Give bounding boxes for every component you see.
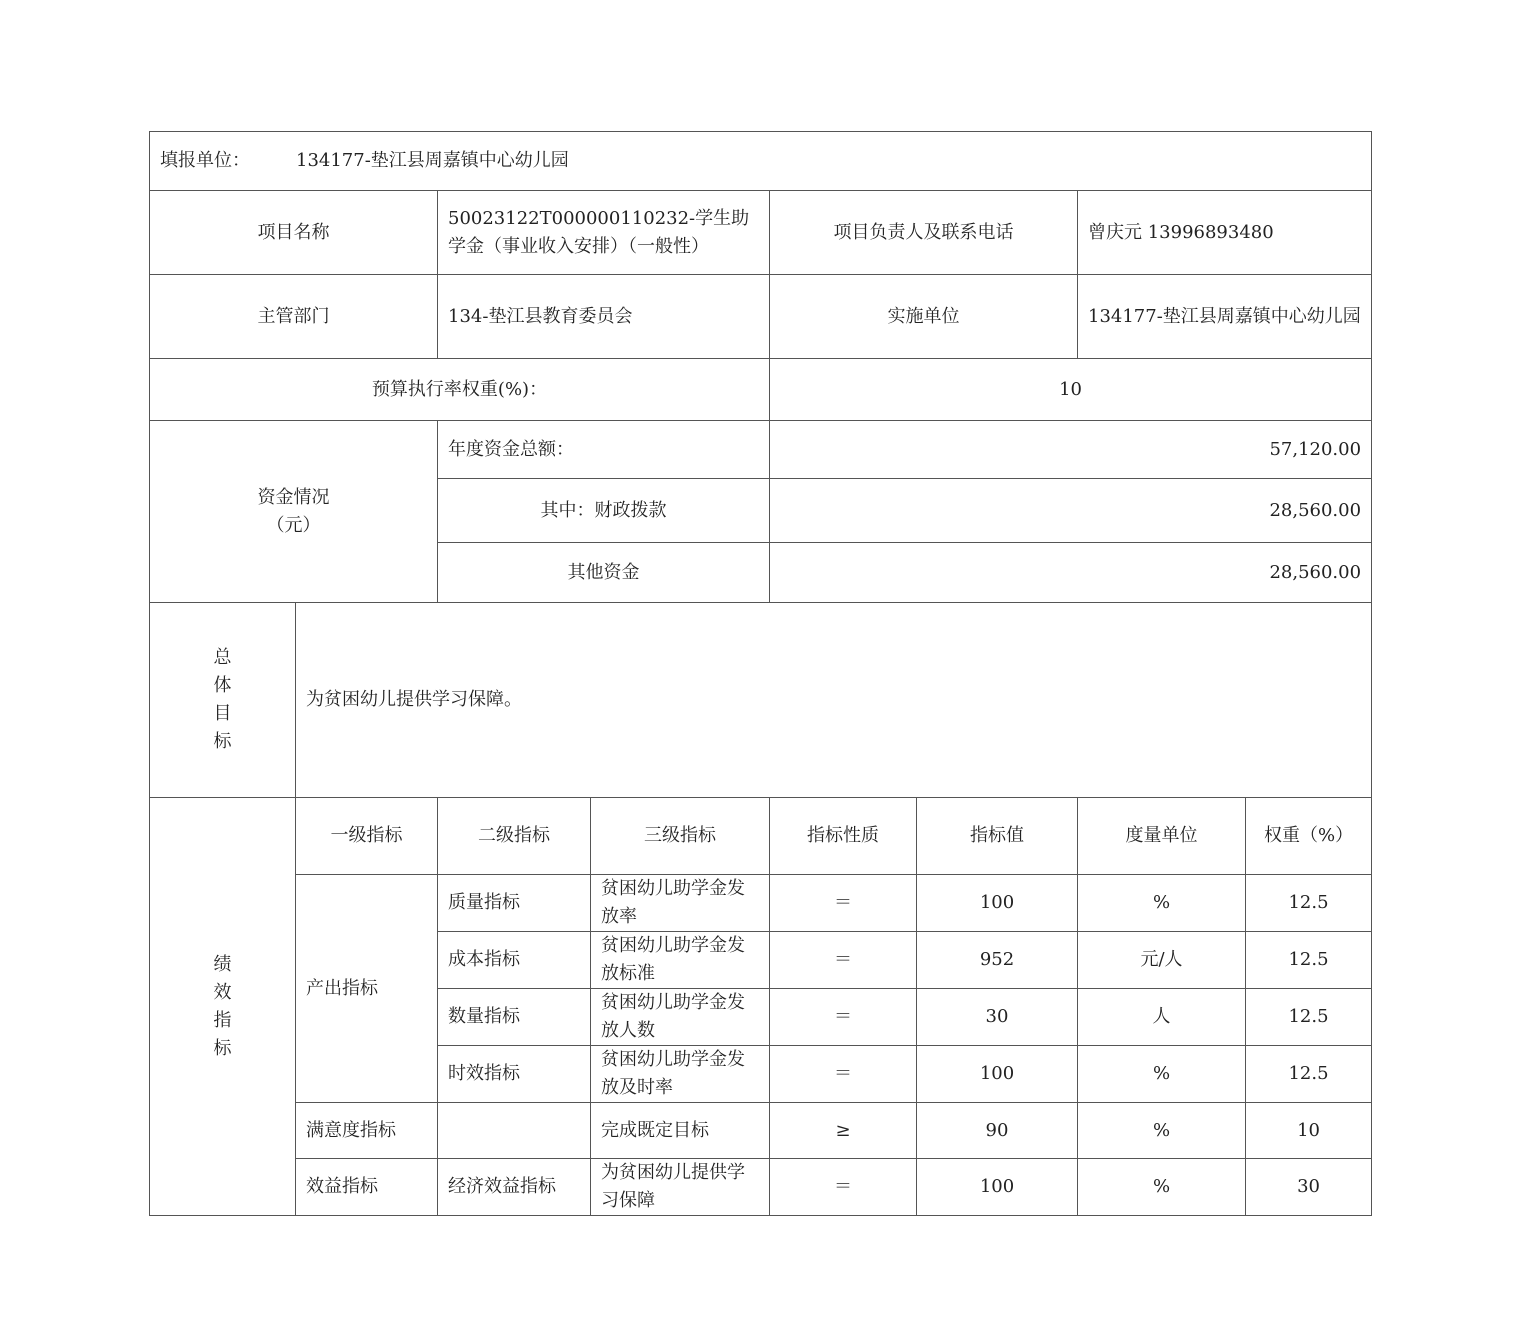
header-nature: 指标性质: [770, 798, 917, 875]
indicator-unit: %: [1078, 875, 1246, 932]
header-level1: 一级指标: [296, 798, 438, 875]
funds-total-value: 57,120.00: [770, 421, 1372, 479]
satisfaction-level3: 完成既定目标: [591, 1103, 770, 1159]
budget-weight-row: [150, 359, 1372, 421]
reporting-unit-row: [150, 132, 1372, 191]
satisfaction-value: 90: [917, 1103, 1078, 1159]
satisfaction-level2: [438, 1103, 591, 1159]
indicator-level3: 贫困幼儿助学金发放标准: [591, 932, 770, 989]
reporting-unit-value: 134177-垫江县周嘉镇中心幼儿园: [296, 150, 569, 171]
implementing-unit-label: 实施单位: [770, 275, 1078, 359]
overall-goal-text: 为贫困幼儿提供学习保障。: [296, 603, 1372, 798]
budget-weight-value: 10: [770, 359, 1372, 421]
department-value: 134-垫江县教育委员会: [438, 275, 770, 359]
project-name-label: 项目名称: [150, 191, 438, 275]
project-contact-label: 项目负责人及联系电话: [770, 191, 1078, 275]
funds-fiscal-label: 其中：财政拨款: [438, 479, 770, 543]
output-indicator-label: 产出指标: [296, 875, 438, 1103]
satisfaction-weight: 10: [1246, 1103, 1372, 1159]
funds-fiscal-value: 28,560.00: [770, 479, 1372, 543]
performance-char: 绩: [213, 953, 232, 975]
overall-goal-char: 标: [213, 731, 232, 752]
implementing-unit-value: 134177-垫江县周嘉镇中心幼儿园: [1078, 275, 1372, 359]
overall-goal-label: [150, 603, 296, 798]
satisfaction-unit: %: [1078, 1103, 1246, 1159]
indicator-level2: 时效指标: [438, 1046, 591, 1103]
funds-total-row: [150, 421, 1372, 479]
indicator-row: [150, 875, 1372, 932]
overall-goal-char: 总: [213, 647, 232, 668]
indicator-value: 952: [917, 932, 1078, 989]
indicator-unit: %: [1078, 1046, 1246, 1103]
performance-char: 指: [213, 1009, 232, 1031]
benefit-nature: ＝: [770, 1159, 917, 1216]
performance-form-table: [149, 131, 1372, 1216]
funds-label: [150, 421, 438, 603]
overall-goal-char: 目: [213, 703, 232, 724]
indicator-unit: 人: [1078, 989, 1246, 1046]
satisfaction-nature: ≥: [770, 1103, 917, 1159]
reporting-unit-cell: [150, 132, 1372, 191]
indicator-unit: 元/人: [1078, 932, 1246, 989]
budget-weight-label: 预算执行率权重(%)：: [150, 359, 770, 421]
reporting-unit-label: 填报单位：: [160, 150, 250, 171]
department-row: [150, 275, 1372, 359]
indicator-nature: ＝: [770, 875, 917, 932]
header-level2: 二级指标: [438, 798, 591, 875]
project-name-value: 50023122T000000110232-学生助学金（事业收入安排）（一般性）: [438, 191, 770, 275]
indicator-nature: ＝: [770, 932, 917, 989]
satisfaction-row: [150, 1103, 1372, 1159]
project-contact-value: 曾庆元 13996893480: [1078, 191, 1372, 275]
indicator-level3: 贫困幼儿助学金发放率: [591, 875, 770, 932]
indicator-level2: 质量指标: [438, 875, 591, 932]
header-level3: 三级指标: [591, 798, 770, 875]
indicator-weight: 12.5: [1246, 932, 1372, 989]
indicator-level3: 贫困幼儿助学金发放人数: [591, 989, 770, 1046]
indicator-value: 100: [917, 1046, 1078, 1103]
overall-goal-char: 体: [213, 675, 232, 696]
header-unit: 度量单位: [1078, 798, 1246, 875]
project-name-row: [150, 191, 1372, 275]
indicator-weight: 12.5: [1246, 1046, 1372, 1103]
funds-label-line2: （元）: [266, 514, 321, 536]
benefit-value: 100: [917, 1159, 1078, 1216]
overall-goal-row: [150, 603, 1372, 798]
benefit-row: [150, 1159, 1372, 1216]
performance-indicator-label: [150, 798, 296, 1216]
header-weight: 权重（%）: [1246, 798, 1372, 875]
indicator-level2: 成本指标: [438, 932, 591, 989]
funds-other-value: 28,560.00: [770, 543, 1372, 603]
performance-char: 效: [213, 981, 232, 1003]
indicator-nature: ＝: [770, 1046, 917, 1103]
benefit-weight: 30: [1246, 1159, 1372, 1216]
funds-other-label: 其他资金: [438, 543, 770, 603]
indicator-level2: 数量指标: [438, 989, 591, 1046]
funds-label-line1: 资金情况: [257, 486, 330, 508]
indicator-weight: 12.5: [1246, 989, 1372, 1046]
benefit-level3: 为贫困幼儿提供学习保障: [591, 1159, 770, 1216]
header-value: 指标值: [917, 798, 1078, 875]
benefit-level1: 效益指标: [296, 1159, 438, 1216]
department-label: 主管部门: [150, 275, 438, 359]
indicator-header-row: [150, 798, 1372, 875]
performance-char: 标: [213, 1037, 232, 1059]
benefit-unit: %: [1078, 1159, 1246, 1216]
funds-total-label: 年度资金总额：: [438, 421, 770, 479]
benefit-level2: 经济效益指标: [438, 1159, 591, 1216]
satisfaction-level1: 满意度指标: [296, 1103, 438, 1159]
indicator-value: 30: [917, 989, 1078, 1046]
indicator-weight: 12.5: [1246, 875, 1372, 932]
indicator-nature: ＝: [770, 989, 917, 1046]
indicator-value: 100: [917, 875, 1078, 932]
indicator-level3: 贫困幼儿助学金发放及时率: [591, 1046, 770, 1103]
